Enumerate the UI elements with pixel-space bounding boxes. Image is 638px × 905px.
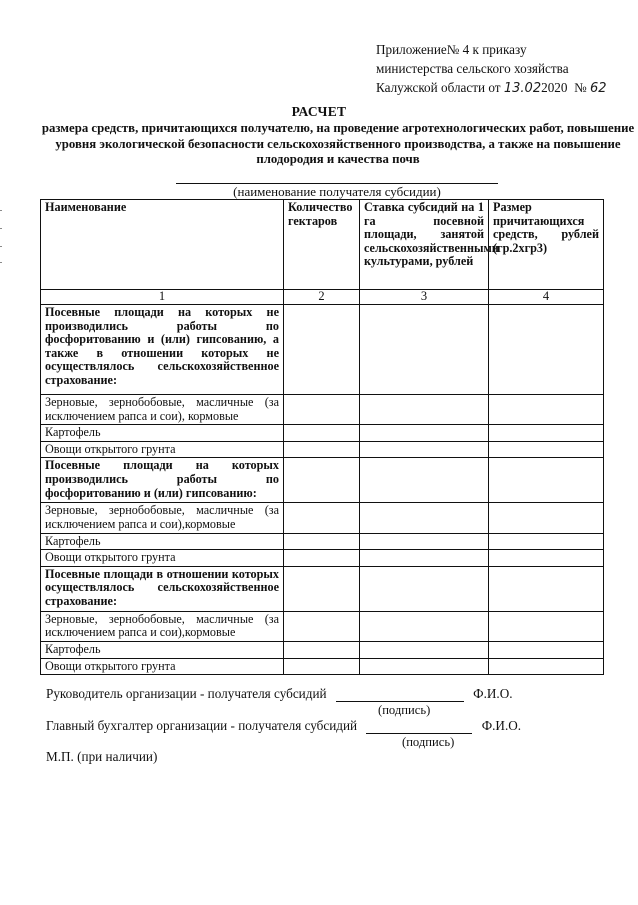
appendix-line-3 (376, 78, 626, 98)
column-number-row (41, 290, 604, 305)
crop-name: Картофель (41, 425, 284, 442)
head-signature-line (46, 686, 513, 702)
table-row (41, 425, 604, 442)
section-heading: Посевные площади на которых не производились работы по фосфоритованию и (или) гипсованию, а также в отношении которых не осуществлялось сельскохозяйственное страхование: (41, 305, 284, 395)
head-signature-caption: (подпись) (378, 703, 431, 717)
hectares-cell[interactable] (284, 641, 360, 658)
document-subtitle: размера средств, причитающихся получателю, на проведение агротехнологических работ, повышение уровня экологической безопасности сельскохозяйственного производства, а также на повышение плодородия и качества почв (41, 121, 635, 166)
header-hectares: Количество гектаров (284, 200, 360, 290)
calculation-table (40, 199, 604, 675)
accountant-signature-blank[interactable] (366, 721, 472, 734)
crop-name: Картофель (41, 533, 284, 550)
rate-cell[interactable] (360, 425, 489, 442)
accountant-signature-caption: (подпись) (402, 735, 455, 749)
amount-cell[interactable] (489, 533, 604, 550)
crop-name: Зерновые, зернобобовые, масличные (за исключением рапса и сои),кормовые (41, 503, 284, 533)
handwritten-date: 13.02 (503, 81, 542, 96)
amount-cell[interactable] (489, 425, 604, 442)
amount-cell[interactable] (489, 503, 604, 533)
rate-cell[interactable] (360, 658, 489, 675)
appendix-year: 2020 (541, 80, 568, 95)
recipient-caption: (наименование получателя субсидии) (233, 184, 441, 199)
rate-cell[interactable] (360, 305, 489, 395)
head-fio-label: Ф.И.О. (473, 686, 513, 701)
table-row (41, 611, 604, 641)
crop-name: Овощи открытого грунта (41, 441, 284, 458)
section-heading-row (41, 305, 604, 395)
hectares-cell[interactable] (284, 566, 360, 611)
head-signature-blank[interactable] (336, 689, 464, 702)
amount-cell[interactable] (489, 395, 604, 425)
appendix-line-2: министерства сельского хозяйства (376, 61, 569, 76)
scan-edge-mark (0, 210, 2, 211)
document-title: РАСЧЕТ (291, 104, 347, 119)
handwritten-order-number: 62 (589, 81, 607, 96)
appendix-line-1: Приложение№ 4 к приказу (376, 42, 527, 57)
hectares-cell[interactable] (284, 441, 360, 458)
section-heading: Посевные площади на которых производились работы по фосфоритованию и (или) гипсованию: (41, 458, 284, 503)
amount-cell[interactable] (489, 658, 604, 675)
hectares-cell[interactable] (284, 458, 360, 503)
stamp-place: М.П. (при наличии) (46, 749, 158, 764)
header-name: Наименование (41, 200, 284, 290)
scan-edge-mark (0, 262, 2, 263)
accountant-signature-label: Главный бухгалтер организации - получателя субсидий (46, 718, 358, 733)
amount-cell[interactable] (489, 550, 604, 567)
section-heading-row (41, 458, 604, 503)
head-signature-label: Руководитель организации - получателя субсидий (46, 686, 327, 701)
appendix-number-sign: № (574, 80, 587, 95)
crop-name: Зерновые, зернобобовые, масличные (за исключением рапса и сои),кормовые (41, 611, 284, 641)
hectares-cell[interactable] (284, 425, 360, 442)
header-amount: Размер причитающихся средств, рублей (гр.2хгр3) (489, 200, 604, 290)
column-number: 1 (41, 290, 284, 305)
table-row (41, 441, 604, 458)
scan-edge-mark (0, 246, 2, 247)
table-row (41, 641, 604, 658)
scan-edge-mark (0, 228, 2, 229)
table-header-row (41, 200, 604, 290)
accountant-fio-label: Ф.И.О. (481, 718, 522, 733)
appendix-note (376, 40, 626, 98)
section-heading-row (41, 566, 604, 611)
amount-cell[interactable] (489, 458, 604, 503)
column-number: 4 (489, 290, 604, 305)
table-row (41, 658, 604, 675)
crop-name: Овощи открытого грунта (41, 550, 284, 567)
appendix-line-3-prefix: Калужской области от (376, 80, 504, 95)
rate-cell[interactable] (360, 533, 489, 550)
rate-cell[interactable] (360, 458, 489, 503)
hectares-cell[interactable] (284, 550, 360, 567)
crop-name: Картофель (41, 641, 284, 658)
rate-cell[interactable] (360, 611, 489, 641)
amount-cell[interactable] (489, 305, 604, 395)
amount-cell[interactable] (489, 566, 604, 611)
amount-cell[interactable] (489, 611, 604, 641)
amount-cell[interactable] (489, 641, 604, 658)
rate-cell[interactable] (360, 503, 489, 533)
table-row (41, 533, 604, 550)
hectares-cell[interactable] (284, 533, 360, 550)
section-heading: Посевные площади в отношении которых осуществлялось сельскохозяйственное страхование: (41, 566, 284, 611)
hectares-cell[interactable] (284, 503, 360, 533)
column-number: 3 (360, 290, 489, 305)
table-row (41, 395, 604, 425)
rate-cell[interactable] (360, 395, 489, 425)
rate-cell[interactable] (360, 550, 489, 567)
hectares-cell[interactable] (284, 395, 360, 425)
table-row (41, 550, 604, 567)
hectares-cell[interactable] (284, 611, 360, 641)
column-number: 2 (284, 290, 360, 305)
crop-name: Овощи открытого грунта (41, 658, 284, 675)
hectares-cell[interactable] (284, 658, 360, 675)
header-rate: Ставка субсидий на 1 га посевной площади, занятой сельскохозяйственными культурами, рублей (360, 200, 489, 290)
table-row (41, 503, 604, 533)
crop-name: Зерновые, зернобобовые, масличные (за исключением рапса и сои), кормовые (41, 395, 284, 425)
hectares-cell[interactable] (284, 305, 360, 395)
rate-cell[interactable] (360, 641, 489, 658)
rate-cell[interactable] (360, 441, 489, 458)
amount-cell[interactable] (489, 441, 604, 458)
rate-cell[interactable] (360, 566, 489, 611)
accountant-signature-line (46, 718, 521, 734)
